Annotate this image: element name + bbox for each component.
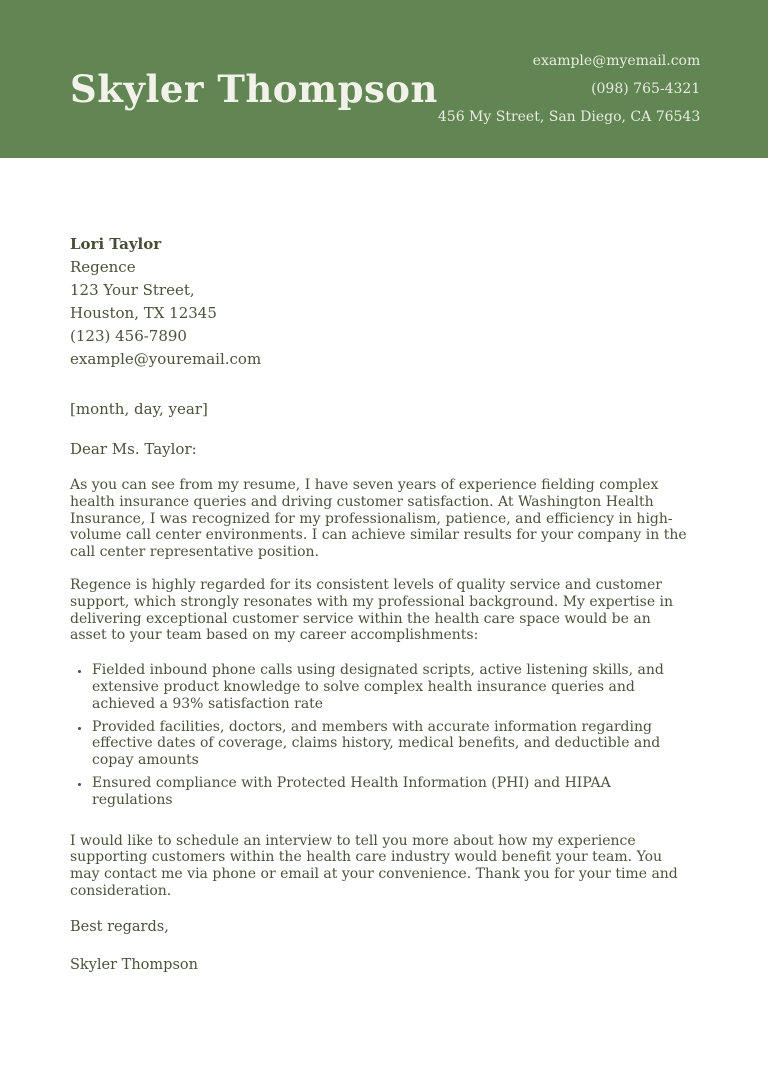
recipient-company: Regence — [70, 258, 136, 276]
sender-name: Skyler Thompson — [70, 66, 438, 111]
letter-date: [month, day, year] — [70, 400, 208, 418]
accomplishment-item-3: • Ensured compliance with Protected Health Information (PHI) and HIPAA regulations — [91, 775, 690, 809]
letter-greeting: Dear Ms. Taylor: — [70, 440, 197, 458]
recipient-block — [70, 233, 690, 371]
recipient-name: Lori Taylor — [70, 235, 162, 253]
sender-contact-block — [438, 47, 700, 131]
accomplishment-item-2: • Provided facilities, doctors, and members with accurate information regarding effective dates of coverage, claims history, medical benefits, and deductible and copay amounts — [91, 719, 690, 769]
sender-address: 456 My Street, San Diego, CA 76543 — [437, 109, 701, 125]
accomplishments-list — [70, 662, 690, 808]
letter-paragraph-1: As you can see from my resume, I have seven years of experience fielding complex health insurance queries and driving customer satisfaction. At Washington Health Insurance, I was recognized for my professionalism, patience, and efficiency in high-volume call center environments. I can achieve similar results for your company in the call center representative position. — [70, 477, 687, 561]
accomplishment-item-1: • Fielded inbound phone calls using designated scripts, active listening skills, and extensive product knowledge to solve complex health insurance queries and achieved a 93% satisfaction rate — [91, 662, 690, 712]
letter-closing-paragraph: I would like to schedule an interview to tell you more about how my experience supporting customers within the health care industry would benefit your team. You may contact me via phone or email at your convenience. Thank you for your time and consideration. — [70, 832, 678, 899]
sender-email: example@myemail.com — [532, 53, 701, 69]
sender-phone: (098) 765-4321 — [591, 81, 701, 97]
letter-header — [0, 0, 768, 158]
recipient-address-line1: 123 Your Street, — [70, 281, 195, 299]
recipient-phone: (123) 456-7890 — [70, 327, 187, 345]
letter-signature: Skyler Thompson — [70, 956, 198, 973]
recipient-address-line2: Houston, TX 12345 — [70, 304, 217, 322]
letter-body — [0, 158, 768, 974]
letter-signoff: Best regards, — [70, 918, 169, 935]
recipient-email: example@youremail.com — [70, 350, 262, 368]
letter-paragraph-2: Regence is highly regarded for its consistent levels of quality service and customer support, which strongly resonates with my professional background. My expertise in delivering exceptional customer service within the health care space would be an asset to your team based on my career accomplishments: — [70, 576, 674, 644]
